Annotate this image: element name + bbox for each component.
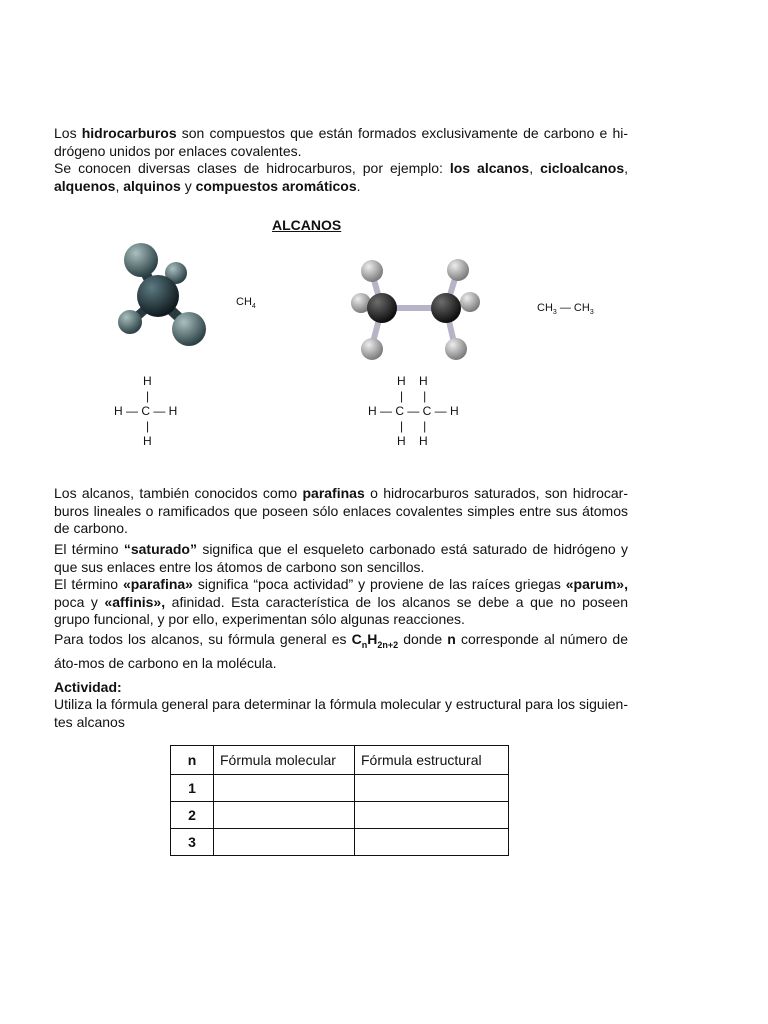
header-n: n <box>171 746 214 775</box>
table-row <box>171 802 509 829</box>
methane-bond-top: | <box>146 389 150 403</box>
ethane-h-top: H H <box>397 374 428 388</box>
saturado-paragraph: El término “saturado” significa que el esqueleto carbonado está saturado de hidrógeno y que sus enlaces entre los átomos de carbono son sencillos. <box>54 541 628 575</box>
methane-bond-bottom: | <box>146 419 150 433</box>
methane-h-c-h-row: H — C — H <box>114 404 178 418</box>
section-title-alcanos: ALCANOS <box>272 217 342 233</box>
row-n-value: 3 <box>171 829 214 856</box>
molecular-formula-cell[interactable] <box>214 829 355 856</box>
structural-formula-cell[interactable] <box>355 829 509 856</box>
ethane-h-bottom: H H <box>397 434 428 448</box>
ethane-h-c-c-h-row: H — C — C — H <box>368 404 459 418</box>
table-row <box>171 775 509 802</box>
ethane-condensed-formula: $CH_3$ — $CH_3$ <box>537 302 594 317</box>
ethane-3d-model <box>342 256 488 366</box>
header-formula-structural: Fórmula estructural <box>355 746 509 775</box>
ethane-bonds-bottom: | | <box>400 419 427 433</box>
parafina-paragraph: El término «parafina» significa “poca actividad” y proviene de las raíces griegas «parum», poca y «affinis», afinidad. Esta característica de los alcanos se debe a que no poseen grupo funcional, y por ello, experimentan sólo algunas reacciones. <box>54 576 628 627</box>
structural-formula-cell[interactable] <box>355 802 509 829</box>
ethane-structural-formula <box>368 374 478 454</box>
methane-3d-model <box>103 236 215 360</box>
methane-condensed-formula: $CH_4$ <box>236 296 256 311</box>
row-n-value: 2 <box>171 802 214 829</box>
methane-structural-formula <box>114 374 194 454</box>
table-row <box>171 829 509 856</box>
methane-h-top: H <box>143 374 152 388</box>
row-n-value: 1 <box>171 775 214 802</box>
structural-formula-cell[interactable] <box>355 775 509 802</box>
alkanes-definition-paragraph: Los alcanos, también conocidos como parafinas o hidrocarburos saturados, son hidrocar-buros lineales o ramificados que poseen sólo enlaces covalentes simples entre sus átomos de carbono. <box>54 485 628 536</box>
general-formula-paragraph: Para todos los alcanos, su fórmula general es $C_nH_{2n+2}$ donde n corresponde al número de áto-mos de carbono en la molécula. <box>54 631 629 671</box>
activity-instructions: Utiliza la fórmula general para determinar la fórmula molecular y estructural para los siguien-tes alcanos <box>54 696 628 730</box>
molecular-formula-cell[interactable] <box>214 775 355 802</box>
ethane-bonds-top: | | <box>400 389 427 403</box>
intro-paragraph-1: Los hidrocarburos son compuestos que están formados exclusivamente de carbono e hi-drógeno unidos por enlaces covalentes. <box>54 125 628 159</box>
molecular-formula-cell[interactable] <box>214 802 355 829</box>
intro-paragraph-2: Se conocen diversas clases de hidrocarburos, por ejemplo: los alcanos, cicloalcanos, alquenos, alquinos y compuestos aromáticos. <box>54 160 629 194</box>
activity-table <box>170 745 509 856</box>
header-formula-molecular: Fórmula molecular <box>214 746 355 775</box>
activity-title: Actividad: <box>54 679 122 695</box>
table-header-row <box>171 746 509 775</box>
methane-h-bottom: H <box>143 434 152 448</box>
